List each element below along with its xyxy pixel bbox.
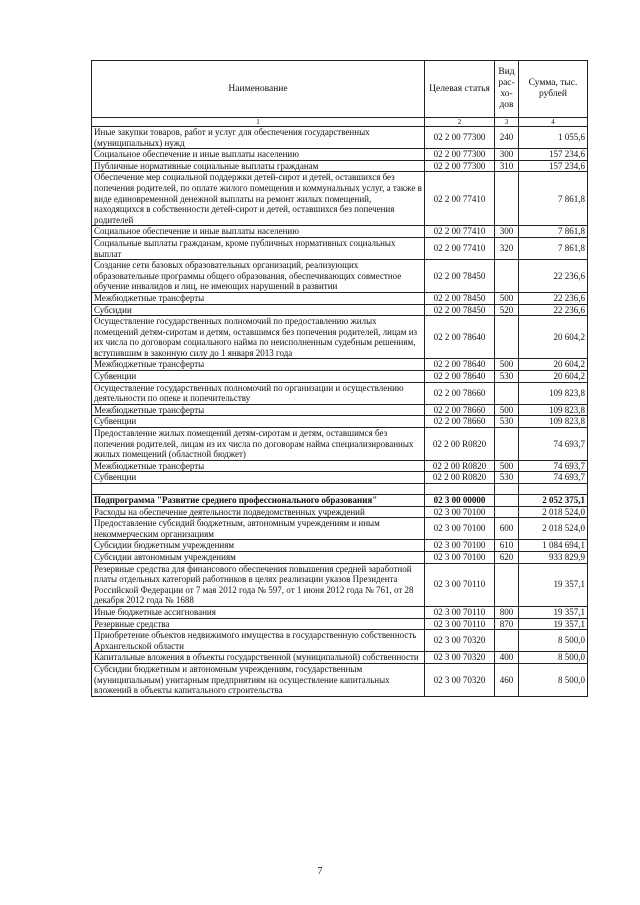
table-row xyxy=(92,540,588,552)
cell-name: Иные закупки товаров, работ и услуг для обеспечения государственных (муниципальных) нужд xyxy=(92,127,425,149)
cell-name: Межбюджетные трансферты xyxy=(92,292,425,304)
cell-name xyxy=(92,484,425,495)
cell-name: Межбюджетные трансферты xyxy=(92,359,425,371)
cell-kind: 400 xyxy=(495,652,519,664)
cell-sum: 20 604,2 xyxy=(519,316,588,359)
cell-kind: 530 xyxy=(495,371,519,383)
column-number: 2 xyxy=(425,118,495,127)
cell-name: Капитальные вложения в объекты государственной (муниципальной) собственности xyxy=(92,652,425,664)
cell-kind: 530 xyxy=(495,416,519,428)
cell-kind: 300 xyxy=(495,149,519,161)
table-row xyxy=(92,237,588,259)
cell-sum: 8 500,0 xyxy=(519,663,588,696)
table-row xyxy=(92,652,588,664)
cell-code: 02 2 00 R0820 xyxy=(425,460,495,472)
table-row xyxy=(92,359,588,371)
cell-name: Резервные средства для финансового обеспечения повышения средней заработной платы отдельных категорий работников в целях реализации указов Президента Российской Федерации от 7 мая 2012 года № 597, от 1 июня 2012 года № 761, от 28 декабря 2012 года № 1688 xyxy=(92,563,425,606)
cell-code xyxy=(425,484,495,495)
cell-code: 02 3 00 70110 xyxy=(425,563,495,606)
cell-name: Субсидии бюджетным и автономным учреждениям, государственным (муниципальным) унитарным предприятиям на осуществление капитальных вложений в объекты капитального строительства xyxy=(92,663,425,696)
cell-code: 02 2 00 78450 xyxy=(425,304,495,316)
cell-sum: 7 861,8 xyxy=(519,237,588,259)
cell-kind: 500 xyxy=(495,460,519,472)
cell-kind xyxy=(495,172,519,226)
cell-kind: 500 xyxy=(495,292,519,304)
budget-table xyxy=(91,60,588,697)
cell-code: 02 3 00 70110 xyxy=(425,618,495,630)
cell-sum: 1 055,6 xyxy=(519,127,588,149)
cell-code: 02 2 00 78640 xyxy=(425,316,495,359)
cell-kind: 240 xyxy=(495,127,519,149)
cell-kind: 530 xyxy=(495,472,519,484)
cell-sum: 74 693,7 xyxy=(519,428,588,461)
cell-kind: 500 xyxy=(495,404,519,416)
cell-code: 02 2 00 78640 xyxy=(425,371,495,383)
table-row xyxy=(92,563,588,606)
cell-sum: 109 823,8 xyxy=(519,416,588,428)
cell-kind xyxy=(495,382,519,404)
cell-code: 02 3 00 70320 xyxy=(425,652,495,664)
cell-kind xyxy=(495,316,519,359)
cell-code: 02 2 00 77410 xyxy=(425,226,495,238)
table-row xyxy=(92,404,588,416)
cell-sum: 1 084 694,1 xyxy=(519,540,588,552)
cell-sum: 7 861,8 xyxy=(519,226,588,238)
cell-sum: 109 823,8 xyxy=(519,382,588,404)
cell-code: 02 3 00 70100 xyxy=(425,540,495,552)
table-row xyxy=(92,127,588,149)
cell-code: 02 2 00 77300 xyxy=(425,149,495,161)
cell-sum: 2 018 524,0 xyxy=(519,506,588,518)
cell-kind xyxy=(495,484,519,495)
cell-code: 02 2 00 77300 xyxy=(425,160,495,172)
cell-sum: 19 357,1 xyxy=(519,618,588,630)
cell-sum: 22 236,6 xyxy=(519,304,588,316)
table-row xyxy=(92,316,588,359)
cell-sum: 20 604,2 xyxy=(519,371,588,383)
cell-kind xyxy=(495,563,519,606)
cell-code: 02 3 00 00000 xyxy=(425,495,495,507)
page-number: 7 xyxy=(317,866,323,877)
cell-kind: 500 xyxy=(495,359,519,371)
table-row xyxy=(92,495,588,507)
cell-kind: 460 xyxy=(495,663,519,696)
table-row xyxy=(92,663,588,696)
cell-sum: 157 234,6 xyxy=(519,149,588,161)
cell-code: 02 3 00 70100 xyxy=(425,506,495,518)
header-name: Наименование xyxy=(92,61,425,118)
cell-name: Предоставление жилых помещений детям-сиротам и детям, оставшимся без попечения родителей, лицам из их числа по договорам найма специализированных жилых помещений (областной бюджет) xyxy=(92,428,425,461)
cell-sum: 157 234,6 xyxy=(519,160,588,172)
cell-name: Субсидии xyxy=(92,304,425,316)
cell-sum: 109 823,8 xyxy=(519,404,588,416)
cell-kind xyxy=(495,428,519,461)
cell-name: Субсидии бюджетным учреждениям xyxy=(92,540,425,552)
header-sum: Сумма, тыс. рублей xyxy=(519,61,588,118)
cell-name: Социальные выплаты гражданам, кроме публичных нормативных социальных выплат xyxy=(92,237,425,259)
spacer-row xyxy=(92,484,588,495)
table-row xyxy=(92,551,588,563)
cell-name: Предоставление субсидий бюджетным, автономным учреждениям и иным некоммерческим организациям xyxy=(92,518,425,540)
cell-kind: 800 xyxy=(495,606,519,618)
cell-code: 02 3 00 70320 xyxy=(425,630,495,652)
cell-code: 02 2 00 78450 xyxy=(425,260,495,293)
cell-sum: 22 236,6 xyxy=(519,292,588,304)
table-row xyxy=(92,172,588,226)
table-row xyxy=(92,518,588,540)
cell-name: Субвенции xyxy=(92,472,425,484)
cell-sum: 20 604,2 xyxy=(519,359,588,371)
table-row xyxy=(92,472,588,484)
cell-name: Публичные нормативные социальные выплаты гражданам xyxy=(92,160,425,172)
table-body xyxy=(92,61,588,697)
table-row xyxy=(92,160,588,172)
cell-name: Резервные средства xyxy=(92,618,425,630)
cell-name: Субвенции xyxy=(92,416,425,428)
cell-sum: 74 693,7 xyxy=(519,472,588,484)
cell-name: Субвенции xyxy=(92,371,425,383)
table-row xyxy=(92,260,588,293)
cell-sum xyxy=(519,484,588,495)
cell-name: Межбюджетные трансферты xyxy=(92,460,425,472)
cell-code: 02 2 00 78660 xyxy=(425,382,495,404)
cell-kind: 870 xyxy=(495,618,519,630)
table-row xyxy=(92,416,588,428)
cell-kind xyxy=(495,260,519,293)
table-row xyxy=(92,292,588,304)
cell-sum: 933 829,9 xyxy=(519,551,588,563)
cell-name: Обеспечение мер социальной поддержки детей-сирот и детей, оставшихся без попечения родителей, по оплате жилого помещения и коммунальных услуг, а также в виде единовременной денежной выплаты на ремонт жилых помещений, находящихся в собственности детей-сирот и детей, оставшихся без попечения родителей xyxy=(92,172,425,226)
cell-kind xyxy=(495,506,519,518)
cell-sum: 8 500,0 xyxy=(519,652,588,664)
table-row xyxy=(92,630,588,652)
table-row xyxy=(92,382,588,404)
cell-sum: 19 357,1 xyxy=(519,563,588,606)
cell-kind: 520 xyxy=(495,304,519,316)
table-row xyxy=(92,460,588,472)
cell-sum: 22 236,6 xyxy=(519,260,588,293)
header-kind: Вид рас-хо-дов xyxy=(495,61,519,118)
cell-kind: 310 xyxy=(495,160,519,172)
cell-sum: 19 357,1 xyxy=(519,606,588,618)
cell-kind: 320 xyxy=(495,237,519,259)
table-row xyxy=(92,371,588,383)
cell-name: Осуществление государственных полномочий по предоставлению жилых помещений детям-сиротам и детям, оставшимся без попечения родителей, лицам из их числа по договорам социального найма по неисполненным судебным решениям, вступившим в законную силу до 1 января 2013 года xyxy=(92,316,425,359)
cell-code: 02 2 00 R0820 xyxy=(425,472,495,484)
table-row xyxy=(92,618,588,630)
cell-sum: 2 018 524,0 xyxy=(519,518,588,540)
cell-code: 02 3 00 70320 xyxy=(425,663,495,696)
cell-name: Социальное обеспечение и иные выплаты населению xyxy=(92,149,425,161)
cell-name: Создание сети базовых образовательных организаций, реализующих образовательные программы общего образования, обеспечивающих совместное обучение инвалидов и лиц, не имеющих нарушений в развитии xyxy=(92,260,425,293)
cell-kind xyxy=(495,495,519,507)
cell-code: 02 3 00 70110 xyxy=(425,606,495,618)
cell-sum: 8 500,0 xyxy=(519,630,588,652)
table-row xyxy=(92,226,588,238)
cell-kind: 610 xyxy=(495,540,519,552)
cell-code: 02 2 00 78640 xyxy=(425,359,495,371)
cell-code: 02 2 00 R0820 xyxy=(425,428,495,461)
cell-kind: 300 xyxy=(495,226,519,238)
cell-kind: 600 xyxy=(495,518,519,540)
cell-kind: 620 xyxy=(495,551,519,563)
table-row xyxy=(92,428,588,461)
cell-sum: 74 693,7 xyxy=(519,460,588,472)
cell-code: 02 2 00 77300 xyxy=(425,127,495,149)
cell-name: Межбюджетные трансферты xyxy=(92,404,425,416)
column-number: 4 xyxy=(519,118,588,127)
cell-sum: 7 861,8 xyxy=(519,172,588,226)
cell-code: 02 2 00 78450 xyxy=(425,292,495,304)
column-number: 1 xyxy=(92,118,425,127)
column-number: 3 xyxy=(495,118,519,127)
table-row xyxy=(92,149,588,161)
cell-code: 02 2 00 77410 xyxy=(425,237,495,259)
cell-kind xyxy=(495,630,519,652)
cell-code: 02 3 00 70100 xyxy=(425,518,495,540)
header-row xyxy=(92,61,588,118)
cell-name: Социальное обеспечение и иные выплаты населению xyxy=(92,226,425,238)
column-number-row xyxy=(92,118,588,127)
cell-code: 02 3 00 70100 xyxy=(425,551,495,563)
table-row xyxy=(92,606,588,618)
table-row xyxy=(92,304,588,316)
cell-name: Подпрограмма "Развитие среднего профессионального образования" xyxy=(92,495,425,507)
cell-sum: 2 052 375,1 xyxy=(519,495,588,507)
cell-name: Субсидии автономным учреждениям xyxy=(92,551,425,563)
cell-name: Иные бюджетные ассигнования xyxy=(92,606,425,618)
cell-name: Осуществление государственных полномочий по организации и осуществлению деятельности по опеке и попечительству xyxy=(92,382,425,404)
cell-code: 02 2 00 78660 xyxy=(425,416,495,428)
cell-code: 02 2 00 78660 xyxy=(425,404,495,416)
header-code: Целевая статья xyxy=(425,61,495,118)
cell-name: Расходы на обеспечение деятельности подведомственных учреждений xyxy=(92,506,425,518)
cell-code: 02 2 00 77410 xyxy=(425,172,495,226)
cell-name: Приобретение объектов недвижимого имущества в государственную собственность Архангельской области xyxy=(92,630,425,652)
table-row xyxy=(92,506,588,518)
